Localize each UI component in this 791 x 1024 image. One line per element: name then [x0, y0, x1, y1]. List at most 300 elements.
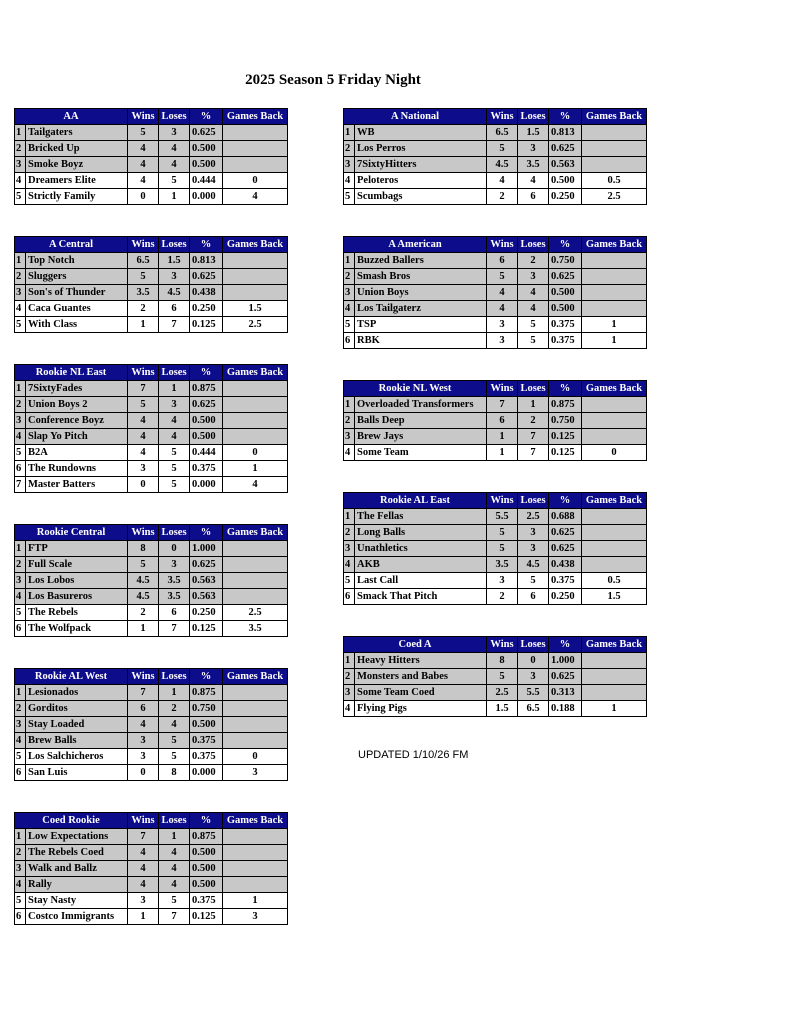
rank-cell: 4 — [15, 733, 26, 749]
wins-cell: 5 — [487, 541, 518, 557]
table-row — [15, 829, 288, 845]
games-back-cell — [223, 397, 288, 413]
pct-cell: 0.000 — [190, 189, 223, 205]
team-name: Scumbags — [355, 189, 487, 205]
pct-cell: 0.125 — [190, 621, 223, 637]
team-name: Los Lobos — [26, 573, 128, 589]
division-name: A National — [344, 109, 487, 125]
wins-cell: 4 — [487, 301, 518, 317]
table-row — [344, 157, 647, 173]
table-row — [344, 317, 647, 333]
games-back-cell — [223, 381, 288, 397]
team-name: Los Salchicheros — [26, 749, 128, 765]
wins-cell: 0 — [128, 477, 159, 493]
loses-cell: 5 — [159, 477, 190, 493]
pct-cell: 0.625 — [549, 269, 582, 285]
pct-cell: 0.375 — [190, 733, 223, 749]
games-back-cell — [582, 509, 647, 525]
pct-cell: 0.250 — [549, 589, 582, 605]
loses-header: Loses — [159, 237, 190, 253]
loses-header: Loses — [159, 109, 190, 125]
pct-cell: 0.563 — [190, 589, 223, 605]
pct-cell: 0.500 — [190, 717, 223, 733]
team-name: Los Perros — [355, 141, 487, 157]
standings-table-coed-a — [343, 636, 647, 717]
wins-cell: 2 — [128, 605, 159, 621]
loses-cell: 2.5 — [518, 509, 549, 525]
loses-cell: 5 — [159, 445, 190, 461]
pct-header: % — [190, 669, 223, 685]
division-name: Rookie NL East — [15, 365, 128, 381]
team-name: Smoke Boyz — [26, 157, 128, 173]
games-back-header: Games Back — [582, 109, 647, 125]
team-name: WB — [355, 125, 487, 141]
loses-cell: 3.5 — [159, 589, 190, 605]
games-back-header: Games Back — [582, 637, 647, 653]
wins-cell: 5 — [128, 557, 159, 573]
team-name: Overloaded Transformers — [355, 397, 487, 413]
rank-cell: 1 — [344, 397, 355, 413]
loses-cell: 4 — [159, 861, 190, 877]
pct-cell: 0.438 — [190, 285, 223, 301]
team-name: RBK — [355, 333, 487, 349]
loses-header: Loses — [159, 365, 190, 381]
pct-cell: 0.500 — [190, 141, 223, 157]
pct-cell: 0.125 — [549, 429, 582, 445]
games-back-header: Games Back — [223, 525, 288, 541]
pct-cell: 0.875 — [190, 829, 223, 845]
games-back-cell — [223, 685, 288, 701]
wins-cell: 1 — [128, 909, 159, 925]
rank-cell: 1 — [344, 253, 355, 269]
loses-cell: 7 — [159, 909, 190, 925]
rank-cell: 6 — [15, 909, 26, 925]
loses-cell: 3 — [159, 269, 190, 285]
rank-cell: 2 — [344, 669, 355, 685]
team-name: Smash Bros — [355, 269, 487, 285]
pct-header: % — [190, 109, 223, 125]
games-back-cell — [582, 685, 647, 701]
loses-cell: 4 — [159, 845, 190, 861]
wins-cell: 7 — [128, 829, 159, 845]
loses-cell: 1 — [159, 685, 190, 701]
rank-cell: 3 — [15, 717, 26, 733]
division-name: Rookie AL East — [344, 493, 487, 509]
pct-header: % — [549, 109, 582, 125]
table-row — [15, 845, 288, 861]
loses-cell: 5 — [159, 733, 190, 749]
table-row — [344, 333, 647, 349]
wins-cell: 6 — [128, 701, 159, 717]
games-back-cell — [223, 413, 288, 429]
pct-cell: 0.813 — [549, 125, 582, 141]
pct-cell: 0.875 — [190, 685, 223, 701]
standings-table-rookie-al-east — [343, 492, 647, 605]
updated-note: UPDATED 1/10/26 FM — [358, 749, 469, 761]
table-row — [15, 253, 288, 269]
standings-table-aa — [14, 108, 288, 205]
team-name: AKB — [355, 557, 487, 573]
table-row — [15, 429, 288, 445]
team-name: Full Scale — [26, 557, 128, 573]
pct-cell: 0.500 — [549, 173, 582, 189]
table-header-row — [15, 237, 288, 253]
pct-cell: 0.563 — [190, 573, 223, 589]
games-back-cell: 0 — [223, 749, 288, 765]
division-name: Coed A — [344, 637, 487, 653]
rank-cell: 5 — [15, 749, 26, 765]
team-name: Union Boys — [355, 285, 487, 301]
table-row — [15, 461, 288, 477]
wins-cell: 3 — [128, 733, 159, 749]
pct-header: % — [549, 237, 582, 253]
rank-cell: 5 — [344, 573, 355, 589]
table-row — [15, 605, 288, 621]
team-name: Top Notch — [26, 253, 128, 269]
loses-cell: 3 — [159, 125, 190, 141]
wins-cell: 6.5 — [487, 125, 518, 141]
rank-cell: 5 — [344, 189, 355, 205]
team-name: Monsters and Babes — [355, 669, 487, 685]
wins-cell: 4.5 — [128, 589, 159, 605]
pct-header: % — [549, 381, 582, 397]
rank-cell: 2 — [344, 269, 355, 285]
table-row — [344, 445, 647, 461]
games-back-cell: 0.5 — [582, 173, 647, 189]
games-back-cell — [223, 877, 288, 893]
wins-cell: 5 — [487, 269, 518, 285]
pct-cell: 0.500 — [190, 413, 223, 429]
games-back-cell — [582, 269, 647, 285]
team-name: Some Team Coed — [355, 685, 487, 701]
table-row — [15, 573, 288, 589]
wins-header: Wins — [128, 525, 159, 541]
table-row — [344, 301, 647, 317]
rank-cell: 5 — [344, 317, 355, 333]
pct-cell: 0.625 — [549, 541, 582, 557]
pct-cell: 0.500 — [190, 429, 223, 445]
wins-cell: 3 — [487, 333, 518, 349]
table-row — [15, 701, 288, 717]
loses-header: Loses — [159, 669, 190, 685]
pct-cell: 0.375 — [549, 317, 582, 333]
rank-cell: 6 — [15, 461, 26, 477]
table-header-row — [15, 525, 288, 541]
team-name: With Class — [26, 317, 128, 333]
table-row — [15, 445, 288, 461]
table-header-row — [15, 669, 288, 685]
table-header-row — [344, 493, 647, 509]
games-back-cell — [223, 829, 288, 845]
loses-header: Loses — [518, 493, 549, 509]
table-row — [15, 909, 288, 925]
table-row — [15, 173, 288, 189]
loses-cell: 2 — [159, 701, 190, 717]
team-name: Flying Pigs — [355, 701, 487, 717]
games-back-cell: 1 — [582, 333, 647, 349]
table-row — [15, 765, 288, 781]
table-row — [15, 397, 288, 413]
pct-cell: 0.000 — [190, 765, 223, 781]
team-name: Brew Jays — [355, 429, 487, 445]
division-name: AA — [15, 109, 128, 125]
table-row — [344, 397, 647, 413]
table-row — [15, 477, 288, 493]
table-row — [344, 253, 647, 269]
games-back-cell: 1.5 — [223, 301, 288, 317]
table-row — [344, 653, 647, 669]
wins-cell: 5.5 — [487, 509, 518, 525]
wins-cell: 1 — [487, 445, 518, 461]
games-back-cell — [223, 733, 288, 749]
pct-cell: 0.375 — [190, 893, 223, 909]
wins-header: Wins — [487, 237, 518, 253]
rank-cell: 2 — [15, 269, 26, 285]
pct-cell: 0.250 — [190, 301, 223, 317]
loses-cell: 4 — [159, 157, 190, 173]
wins-cell: 3 — [487, 317, 518, 333]
table-row — [15, 685, 288, 701]
division-name: Rookie NL West — [344, 381, 487, 397]
loses-header: Loses — [518, 381, 549, 397]
games-back-cell — [582, 141, 647, 157]
games-back-cell — [223, 253, 288, 269]
games-back-cell: 2.5 — [582, 189, 647, 205]
rank-cell: 4 — [344, 301, 355, 317]
wins-cell: 5 — [128, 125, 159, 141]
rank-cell: 4 — [344, 173, 355, 189]
loses-cell: 5 — [518, 333, 549, 349]
team-name: Lesionados — [26, 685, 128, 701]
table-row — [15, 893, 288, 909]
wins-cell: 1 — [487, 429, 518, 445]
loses-cell: 3 — [518, 541, 549, 557]
table-row — [344, 269, 647, 285]
rank-cell: 3 — [344, 541, 355, 557]
wins-cell: 6 — [487, 413, 518, 429]
pct-cell: 0.000 — [190, 477, 223, 493]
pct-header: % — [549, 493, 582, 509]
table-row — [15, 621, 288, 637]
wins-cell: 4.5 — [487, 157, 518, 173]
wins-cell: 0 — [128, 189, 159, 205]
team-name: The Rundowns — [26, 461, 128, 477]
games-back-cell — [582, 653, 647, 669]
team-name: Los Basureros — [26, 589, 128, 605]
loses-cell: 0 — [159, 541, 190, 557]
games-back-cell: 1 — [582, 701, 647, 717]
table-header-row — [15, 109, 288, 125]
rank-cell: 5 — [15, 893, 26, 909]
games-back-cell — [582, 157, 647, 173]
table-row — [344, 429, 647, 445]
table-row — [15, 413, 288, 429]
games-back-header: Games Back — [223, 813, 288, 829]
loses-cell: 3 — [159, 557, 190, 573]
rank-cell: 1 — [15, 125, 26, 141]
rank-cell: 4 — [15, 877, 26, 893]
table-row — [344, 189, 647, 205]
loses-cell: 3 — [159, 397, 190, 413]
pct-cell: 0.750 — [549, 413, 582, 429]
rank-cell: 1 — [344, 509, 355, 525]
pct-cell: 0.125 — [190, 909, 223, 925]
loses-cell: 3.5 — [159, 573, 190, 589]
rank-cell: 3 — [15, 157, 26, 173]
loses-header: Loses — [518, 237, 549, 253]
wins-cell: 8 — [487, 653, 518, 669]
wins-header: Wins — [128, 813, 159, 829]
pct-cell: 0.813 — [190, 253, 223, 269]
team-name: 7SixtyHitters — [355, 157, 487, 173]
pct-cell: 0.500 — [549, 301, 582, 317]
games-back-cell: 1 — [223, 893, 288, 909]
pct-cell: 0.500 — [190, 877, 223, 893]
rank-cell: 4 — [15, 301, 26, 317]
games-back-cell — [223, 717, 288, 733]
table-row — [15, 285, 288, 301]
table-row — [344, 685, 647, 701]
team-name: Heavy Hitters — [355, 653, 487, 669]
games-back-header: Games Back — [223, 365, 288, 381]
rank-cell: 5 — [15, 605, 26, 621]
table-row — [344, 669, 647, 685]
table-row — [344, 285, 647, 301]
team-name: Tailgaters — [26, 125, 128, 141]
wins-header: Wins — [487, 381, 518, 397]
wins-cell: 3.5 — [128, 285, 159, 301]
wins-cell: 4 — [128, 877, 159, 893]
team-name: Dreamers Elite — [26, 173, 128, 189]
team-name: Some Team — [355, 445, 487, 461]
rank-cell: 6 — [15, 765, 26, 781]
table-row — [15, 589, 288, 605]
rank-cell: 3 — [344, 685, 355, 701]
wins-cell: 4 — [487, 173, 518, 189]
loses-cell: 7 — [159, 317, 190, 333]
division-name: Rookie AL West — [15, 669, 128, 685]
games-back-cell: 1 — [582, 317, 647, 333]
loses-cell: 6.5 — [518, 701, 549, 717]
loses-cell: 2 — [518, 253, 549, 269]
rank-cell: 7 — [15, 477, 26, 493]
loses-cell: 5 — [518, 573, 549, 589]
loses-header: Loses — [159, 813, 190, 829]
page-title: 2025 Season 5 Friday Night — [245, 72, 421, 88]
team-name: Brew Balls — [26, 733, 128, 749]
loses-cell: 1 — [159, 829, 190, 845]
games-back-cell — [223, 557, 288, 573]
wins-cell: 4 — [128, 845, 159, 861]
pct-cell: 0.625 — [549, 669, 582, 685]
loses-cell: 4 — [518, 173, 549, 189]
loses-cell: 3 — [518, 141, 549, 157]
rank-cell: 2 — [15, 141, 26, 157]
rank-cell: 3 — [344, 157, 355, 173]
rank-cell: 5 — [15, 317, 26, 333]
loses-cell: 5.5 — [518, 685, 549, 701]
pct-header: % — [190, 237, 223, 253]
team-name: The Rebels — [26, 605, 128, 621]
table-row — [15, 141, 288, 157]
rank-cell: 6 — [344, 589, 355, 605]
team-name: Low Expectations — [26, 829, 128, 845]
division-name: Coed Rookie — [15, 813, 128, 829]
wins-cell: 3 — [128, 749, 159, 765]
pct-cell: 0.375 — [549, 333, 582, 349]
team-name: Caca Guantes — [26, 301, 128, 317]
games-back-cell — [223, 701, 288, 717]
pct-cell: 0.125 — [190, 317, 223, 333]
loses-cell: 4 — [159, 429, 190, 445]
loses-cell: 7 — [518, 429, 549, 445]
table-row — [15, 301, 288, 317]
games-back-cell: 4 — [223, 477, 288, 493]
loses-cell: 4 — [159, 141, 190, 157]
wins-cell: 4 — [128, 445, 159, 461]
loses-cell: 1 — [159, 189, 190, 205]
wins-cell: 5 — [487, 669, 518, 685]
table-row — [344, 589, 647, 605]
wins-cell: 2 — [128, 301, 159, 317]
team-name: The Wolfpack — [26, 621, 128, 637]
pct-cell: 0.500 — [190, 157, 223, 173]
wins-cell: 0 — [128, 765, 159, 781]
wins-cell: 4.5 — [128, 573, 159, 589]
wins-cell: 4 — [128, 429, 159, 445]
division-name: Rookie Central — [15, 525, 128, 541]
games-back-cell — [582, 525, 647, 541]
pct-cell: 0.625 — [549, 525, 582, 541]
loses-cell: 2 — [518, 413, 549, 429]
team-name: Gorditos — [26, 701, 128, 717]
team-name: Bricked Up — [26, 141, 128, 157]
games-back-cell — [582, 669, 647, 685]
table-row — [15, 733, 288, 749]
table-row — [15, 125, 288, 141]
rank-cell: 4 — [15, 429, 26, 445]
games-back-cell — [582, 413, 647, 429]
games-back-cell — [223, 589, 288, 605]
games-back-header: Games Back — [582, 381, 647, 397]
table-row — [15, 157, 288, 173]
team-name: Walk and Ballz — [26, 861, 128, 877]
games-back-cell: 4 — [223, 189, 288, 205]
pct-cell: 0.125 — [549, 445, 582, 461]
games-back-cell — [223, 861, 288, 877]
wins-cell: 3.5 — [487, 557, 518, 573]
games-back-cell — [223, 845, 288, 861]
wins-cell: 5 — [128, 269, 159, 285]
games-back-cell — [223, 157, 288, 173]
table-row — [15, 381, 288, 397]
pct-cell: 0.444 — [190, 445, 223, 461]
table-row — [15, 749, 288, 765]
wins-cell: 4 — [128, 141, 159, 157]
pct-header: % — [549, 637, 582, 653]
pct-cell: 0.500 — [190, 861, 223, 877]
loses-header: Loses — [159, 525, 190, 541]
pct-cell: 0.688 — [549, 509, 582, 525]
wins-cell: 2 — [487, 189, 518, 205]
games-back-cell — [582, 429, 647, 445]
loses-cell: 5 — [159, 749, 190, 765]
table-header-row — [15, 813, 288, 829]
pct-cell: 0.875 — [549, 397, 582, 413]
table-row — [344, 141, 647, 157]
wins-cell: 5 — [487, 525, 518, 541]
games-back-cell — [582, 125, 647, 141]
